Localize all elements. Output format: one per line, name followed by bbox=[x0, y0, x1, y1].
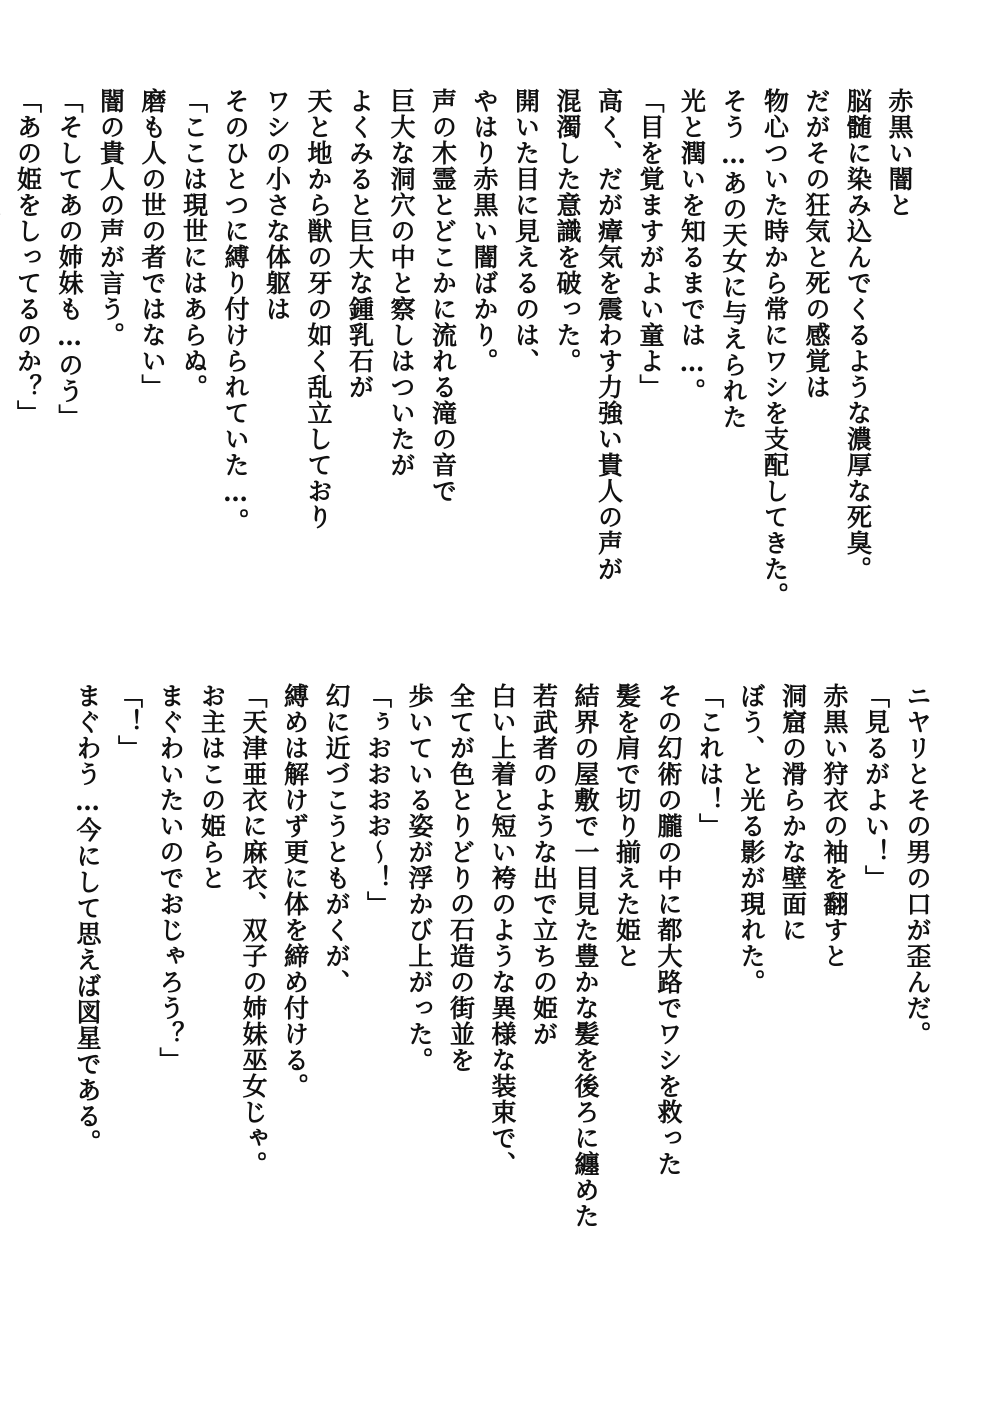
text-line: 洞窟の滑らかな壁面に bbox=[778, 683, 808, 943]
text-line: 物心ついた時から常にワシを支配してきた。 bbox=[760, 88, 790, 608]
text-line: 赤黒い闇と bbox=[885, 88, 914, 218]
text-line: 磨も人の世の者ではない」 bbox=[138, 88, 167, 400]
text-line: 「天津亜衣に麻衣、双子の姉妹巫女じゃ。 bbox=[239, 683, 268, 1177]
text-line: 「ぅおおおお〜！」 bbox=[363, 683, 393, 917]
text-line: まぐわう…今にして思えば図星である。 bbox=[73, 683, 102, 1155]
text-line: ワシの小さな体躯は bbox=[262, 88, 292, 322]
text-line: その幻術の朧の中に都大路でワシを救った bbox=[654, 683, 683, 1177]
lower-text-block bbox=[38, 683, 938, 1333]
text-line: 開いた目に見えるのは、 bbox=[511, 88, 541, 374]
text-line: まぐわいたいのでおじゃろう？」 bbox=[156, 683, 185, 1073]
text-line: 若武者のような出で立ちの姫が bbox=[529, 683, 559, 1047]
text-line: そう…あの天女に与えられた bbox=[719, 88, 748, 430]
text-line: ぼう、と光る影が現れた。 bbox=[737, 683, 766, 995]
text-line: 「目を覚ますがよい童よ」 bbox=[636, 88, 665, 400]
text-line: そのひとつに縛り付けられていた…。 bbox=[221, 88, 250, 534]
text-line: やはり赤黒い闇ばかり。 bbox=[470, 88, 499, 374]
text-line: 縛めは解けず更に体を締め付ける。 bbox=[280, 683, 310, 1099]
text-line: 白い上着と短い袴のような異様な装束で、 bbox=[488, 683, 517, 1177]
text-line: 天と地から獣の牙の如く乱立しており bbox=[304, 88, 333, 530]
text-line: 「ここは現世にはあらぬ。 bbox=[179, 88, 209, 400]
text-line: 結界の屋敷で一目見た豊かな髪を後ろに纏めた bbox=[571, 683, 600, 1229]
text-line: 混濁した意識を破った。 bbox=[553, 88, 582, 374]
text-line: ニヤリとその男の口が歪んだ。 bbox=[903, 683, 932, 1047]
text-line: 全てが色とりどりの石造の街並を bbox=[446, 683, 476, 1073]
text-line: 巨大な洞穴の中と察しはついたが bbox=[387, 88, 416, 478]
text-line: 「あの姫をしってるのか？」 bbox=[13, 88, 43, 426]
text-line: 「見るがよい！」 bbox=[861, 683, 891, 891]
text-line: だがその狂気と死の感覚は bbox=[802, 88, 831, 400]
text-line: 「！」 bbox=[114, 683, 144, 761]
text-line: 「これは！」 bbox=[695, 683, 725, 839]
text-line: 幻に近づこうともがくが、 bbox=[322, 683, 351, 995]
text-line: お主はこの姫らと bbox=[197, 683, 227, 891]
text-line: 歩いている姿が浮かび上がった。 bbox=[405, 683, 434, 1073]
text-line: よくみると巨大な鍾乳石が bbox=[345, 88, 375, 400]
text-line: 髪を肩で切り揃えた姫と bbox=[612, 683, 642, 969]
text-line: 赤黒い狩衣の袖を翻すと bbox=[820, 683, 849, 969]
text-line: 光と潤いを知るまでは…。 bbox=[677, 88, 707, 404]
upper-text-block bbox=[13, 88, 920, 648]
text-line: 高く、だが瘴気を震わす力強い貴人の声が bbox=[594, 88, 624, 582]
text-line: 脳髄に染み込んでくるような濃厚な死臭。 bbox=[843, 88, 873, 582]
text-line: 「そしてあの姉妹も…のう」 bbox=[55, 88, 84, 430]
text-line: 声の木霊とどこかに流れる滝の音で bbox=[428, 88, 458, 504]
text-line bbox=[0, 88, 7, 374]
text-line: 闇の貴人の声が言う。 bbox=[96, 88, 126, 348]
